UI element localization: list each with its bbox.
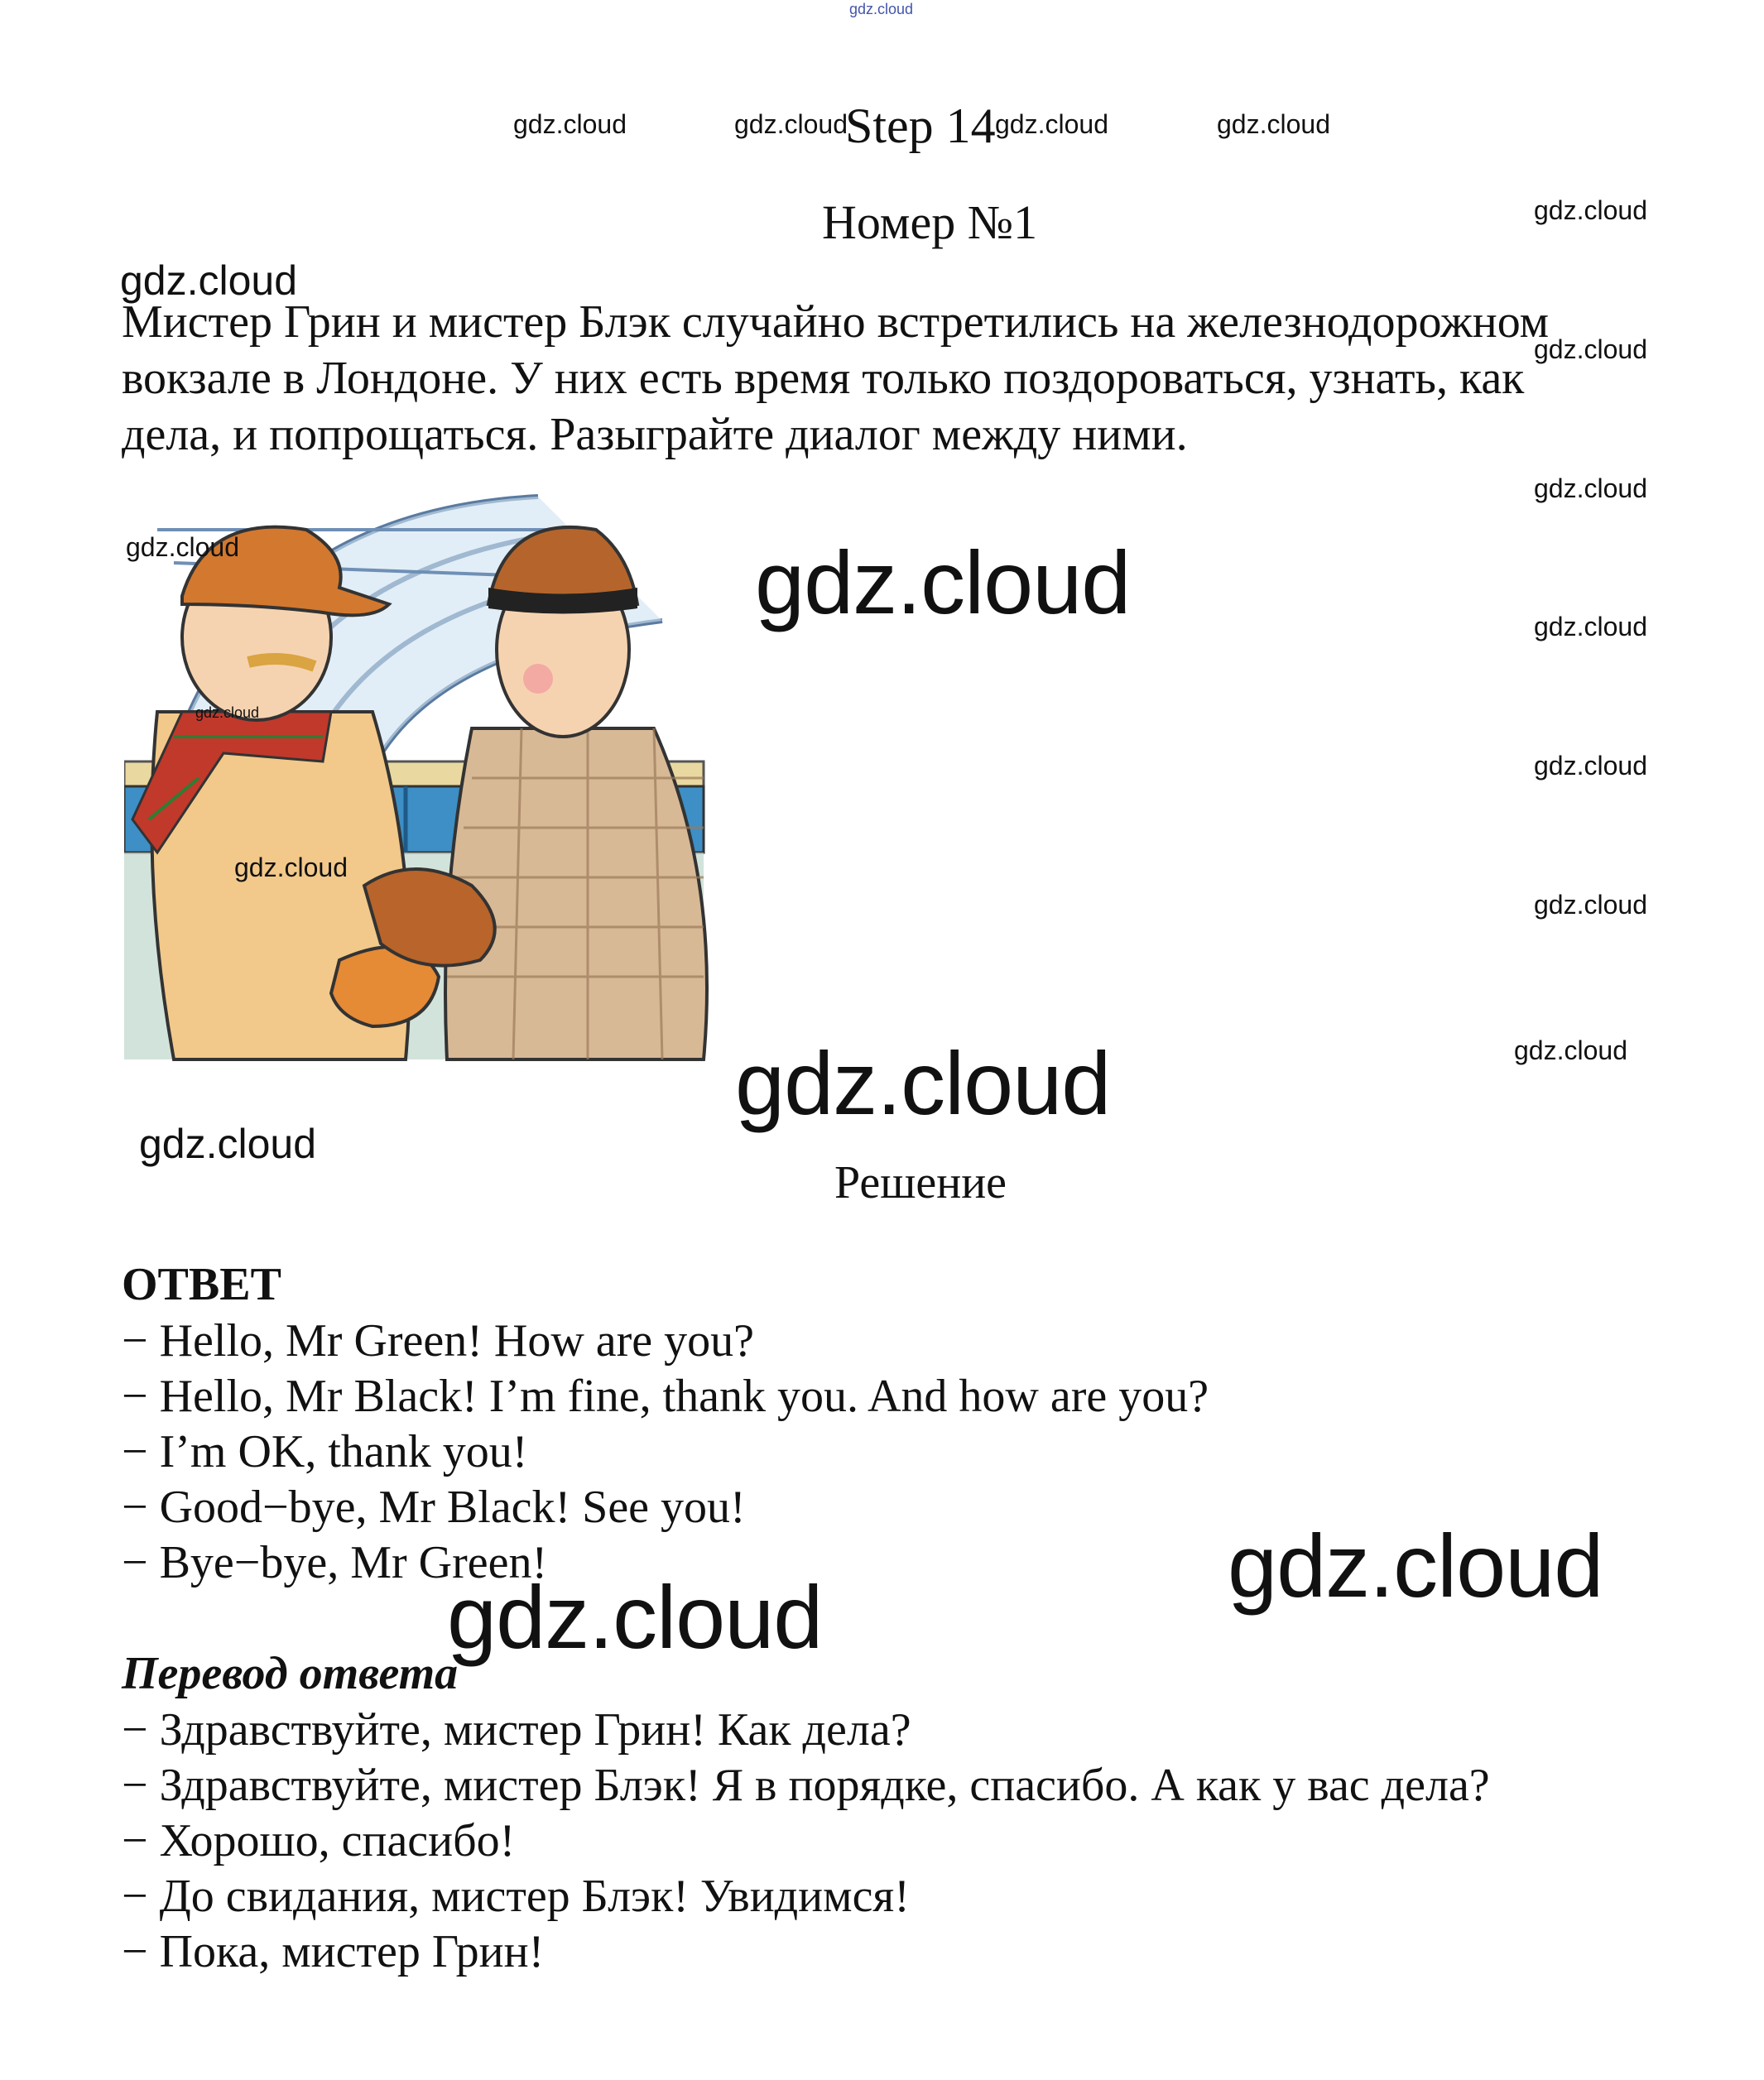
answer-line: − Hello, Mr Black! I’m fine, thank you. And how are you? — [122, 1371, 1209, 1422]
solution-label: Решение — [834, 1157, 1007, 1208]
watermark: gdz.cloud — [735, 1033, 1111, 1133]
watermark: gdz.cloud — [120, 257, 298, 304]
translation-line: − Пока, мистер Грин! — [122, 1926, 545, 1977]
watermark: gdz.cloud — [234, 853, 348, 882]
answer-line: − Bye−bye, Mr Green! — [122, 1537, 548, 1588]
task-text — [122, 294, 1661, 463]
translation-line: − Хорошо, спасибо! — [122, 1815, 516, 1866]
watermark: gdz.cloud — [995, 109, 1108, 139]
watermark: gdz.cloud — [1534, 612, 1647, 641]
watermark: gdz.cloud — [1534, 195, 1647, 225]
answer-line: − Good−bye, Mr Black! See you! — [122, 1482, 746, 1533]
watermark: gdz.cloud — [1217, 109, 1330, 139]
watermark: gdz.cloud — [447, 1567, 823, 1667]
watermark: gdz.cloud — [513, 109, 627, 139]
watermark: gdz.cloud — [1534, 473, 1647, 503]
watermark: gdz.cloud — [1534, 751, 1647, 781]
task-line: вокзале в Лондоне. У них есть время только поздороваться, узнать, как — [122, 353, 1525, 404]
task-line: дела, и попрощаться. Разыграйте диалог между ними. — [122, 409, 1188, 460]
number-title: Номер №1 — [822, 195, 1038, 249]
watermark: gdz.cloud — [126, 532, 239, 562]
translation-line: − Здравствуйте, мистер Грин! Как дела? — [122, 1704, 911, 1756]
translation-line: − Здравствуйте, мистер Блэк! Я в порядке, спасибо. А как у вас дела? — [122, 1760, 1490, 1811]
task-line: Мистер Грин и мистер Блэк случайно встретились на железнодорожном — [122, 296, 1550, 348]
watermark: gdz.cloud — [1534, 334, 1647, 364]
watermark: gdz.cloud — [734, 109, 848, 139]
translation-line: − До свидания, мистер Блэк! Увидимся! — [122, 1871, 910, 1922]
answer-line: − Hello, Mr Green! How are you? — [122, 1315, 754, 1367]
answer-line: − I’m OK, thank you! — [122, 1426, 528, 1477]
step-title: Step 14 — [845, 98, 996, 153]
watermark: gdz.cloud — [755, 532, 1131, 632]
watermark: gdz.cloud — [1228, 1516, 1603, 1616]
watermark: gdz.cloud — [1534, 890, 1647, 920]
watermark: gdz.cloud — [139, 1121, 317, 1167]
translation-label: Перевод ответа — [122, 1648, 459, 1699]
answer-label: ОТВЕТ — [122, 1259, 281, 1310]
top-watermark: gdz.cloud — [849, 1, 914, 17]
watermark: gdz.cloud — [195, 704, 260, 721]
watermark: gdz.cloud — [1514, 1035, 1627, 1065]
